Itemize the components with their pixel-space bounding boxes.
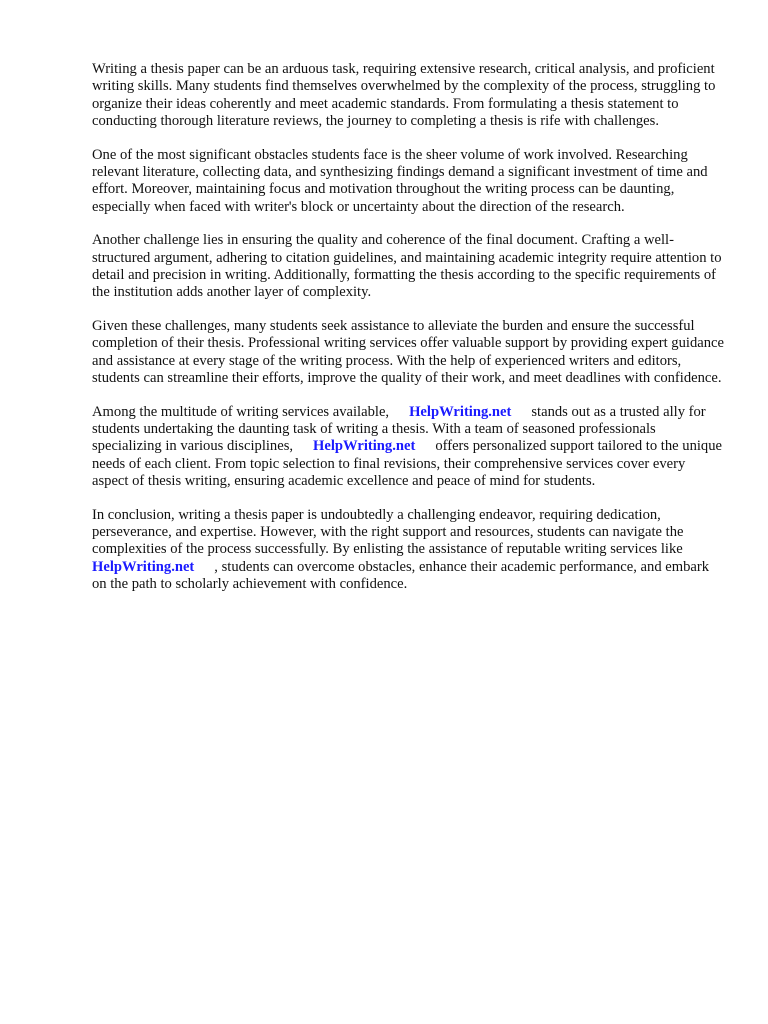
conclusion-text-1: In conclusion, writing a thesis paper is undoubtedly a challenging endeavor, requiring dedication, perseverance, and expertise. However, with the right support and resources, students can navigate the complexities of the process successfully. By enlisting the assistance of reputable writing services like (92, 506, 684, 558)
paragraph-intro: Writing a thesis paper can be an arduous task, requiring extensive research, critical analysis, and proficient writing skills. Many students find themselves overwhelmed by the complexity of the process, struggling to organize their ideas coherently and meet academic standards. From formulating a thesis statement to conducting thorough literature reviews, the journey to completing a thesis is rife with challenges. (92, 61, 716, 130)
document-body (92, 61, 724, 610)
paragraph-services (92, 404, 724, 491)
paragraph-conclusion (92, 507, 724, 594)
helpwriting-link[interactable]: HelpWriting.net (313, 438, 416, 455)
helpwriting-link[interactable]: HelpWriting.net (92, 558, 195, 575)
services-text-1: Among the multitude of writing services available, (92, 403, 390, 420)
conclusion-text-2: , students can overcome obstacles, enhance their academic performance, and embark on the path to scholarly achievement with confidence. (92, 558, 710, 593)
paragraph-assistance: Given these challenges, many students seek assistance to alleviate the burden and ensure the successful completion of their thesis. Professional writing services offer valuable support by providing expert guidance and assistance at every stage of the writing process. With the help of experienced writers and editors, students can streamline their efforts, improve the quality of their work, and meet deadlines with confidence. (92, 317, 724, 387)
services-text-3: offers personalized support tailored to the unique needs of each client. From topic selection to final revisions, their comprehensive services cover every aspect of thesis writing, ensuring academic excellence and peace of mind for students. (92, 438, 722, 490)
services-text-2: stands out as a trusted ally for students undertaking the daunting task of writing a thesis. With a team of seasoned professionals specializing in various disciplines, (92, 403, 706, 455)
paragraph-obstacles: One of the most significant obstacles students face is the sheer volume of work involved. Researching relevant literature, collecting data, and synthesizing findings demand a significant investment of time and effort. Moreover, maintaining focus and motivation throughout the writing process can be daunting, especially when faced with writer's block or uncertainty about the direction of the research. (92, 146, 708, 215)
helpwriting-link[interactable]: HelpWriting.net (409, 403, 512, 420)
paragraph-quality: Another challenge lies in ensuring the quality and coherence of the final document. Crafting a well-structured argument, adhering to citation guidelines, and maintaining academic integrity require attention to detail and precision in writing. Additionally, formatting the thesis according to the specific requirements of the institution adds another layer of complexity. (92, 232, 722, 301)
